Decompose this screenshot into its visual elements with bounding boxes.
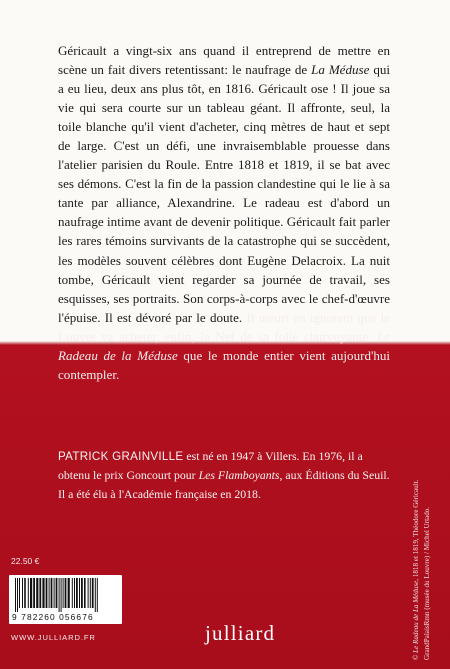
blurb-sentence-1: Géricault a vingt-six ans quand il entreprend de mettre en scène un fait divers retentissant: le naufrage de La Méduse qui a eu lieu, deux ans plus tôt, en 1816. Géricault ose ! Il joue sa vie qui sera courte sur un tableau géant. Il affronte, seul, la toile blanche qu'il vient d'acheter, cinq mètres de haut et sept de large. C'est un défi, une invraisemblable prouesse dans l'atelier parisien du Roule. Entre 1818 et 1819, il se bat avec ses démons. C'est la fin de la passion clandestine qui le lie à sa tante par alliance, Alexandrine. Le radeau est d'abord un naufrage intime avant de devenir politique. Géricault fait parler les rares témoins survivants de la catastrophe qui se succèdent, les modèles souvent célèbres dont Eugène Delacroix. La nuit tombe, Géricault vient regarder sa journée de travail, ses esquisses, ses portraits. Son corps-à-corps avec le chef-d'œuvre l'épuise. Il est dévoré par le doute. xyxy=(58,43,390,325)
publisher-logo: julliard xyxy=(205,621,276,645)
barcode-bar xyxy=(79,578,80,608)
barcode-bar xyxy=(59,578,60,612)
barcode-bar xyxy=(30,578,32,608)
barcode-bar xyxy=(95,578,96,612)
isbn-number: 9 782260 056676 xyxy=(12,612,94,622)
barcode-bar xyxy=(90,578,91,608)
barcode-bar xyxy=(81,578,83,608)
barcode-bar xyxy=(76,578,78,608)
barcode-bar xyxy=(19,578,20,608)
barcode-bar xyxy=(72,578,73,608)
blurb-text xyxy=(58,41,390,384)
isbn-barcode xyxy=(9,575,122,624)
barcode-bar xyxy=(39,578,41,608)
credit-line-1: © Le Radeau de La Méduse, 1818 et 1819, Théodore Géricault. xyxy=(412,479,420,660)
blurb-sentence-2: Il meurt en ignorant que le Louvre va acheter, enfin, la Nef de sa folie clairvoyante. Le Radeau de la Méduse que le monde entier vient aujourd'hui contempler. xyxy=(58,309,390,382)
barcode-bar xyxy=(15,578,16,612)
author-bio: PATRICK GRAINVILLE est né en 1947 à Villers. En 1976, il a obtenu le prix Goncourt pour Les Flamboyants, aux Éditions du Seuil. Il a été élu à l'Académie française en 2018. xyxy=(58,449,390,501)
barcode-bar xyxy=(46,578,48,608)
barcode-bar xyxy=(33,578,35,608)
barcode-bar xyxy=(22,578,23,608)
cover-image-credit xyxy=(411,100,432,660)
barcode-bar xyxy=(56,578,58,608)
blurb-painting-full-title: Le Radeau de la Méduse xyxy=(58,328,390,363)
barcode-bar xyxy=(65,578,67,608)
barcode-bar xyxy=(49,578,50,608)
author-name: PATRICK GRAINVILLE xyxy=(58,450,184,463)
barcode-bar xyxy=(54,578,55,608)
barcode-bar xyxy=(51,578,53,608)
bio-book-title: Les Flamboyants xyxy=(198,468,280,482)
barcode-bar xyxy=(74,578,75,608)
barcode-bar xyxy=(17,578,18,612)
barcode-bar xyxy=(84,578,86,608)
barcode-bar xyxy=(68,578,70,608)
barcode-bars xyxy=(15,578,116,612)
barcode-bar xyxy=(36,578,38,608)
barcode-bar xyxy=(28,578,29,608)
barcode-bar xyxy=(63,578,64,608)
publisher-website: WWW.JULLIARD.FR xyxy=(11,633,96,642)
barcode-bar xyxy=(88,578,89,608)
price-label: 22.50 € xyxy=(11,556,40,566)
barcode-bar xyxy=(24,578,26,608)
credit-line-2: GrandPalaisRmn (musée du Louvre) / Michel Urtado. xyxy=(422,506,431,660)
barcode-bar xyxy=(97,578,98,612)
barcode-bar xyxy=(61,578,62,612)
blurb-painting-title: La Méduse xyxy=(311,62,370,78)
barcode-bar xyxy=(92,578,94,608)
barcode-bar xyxy=(42,578,44,608)
